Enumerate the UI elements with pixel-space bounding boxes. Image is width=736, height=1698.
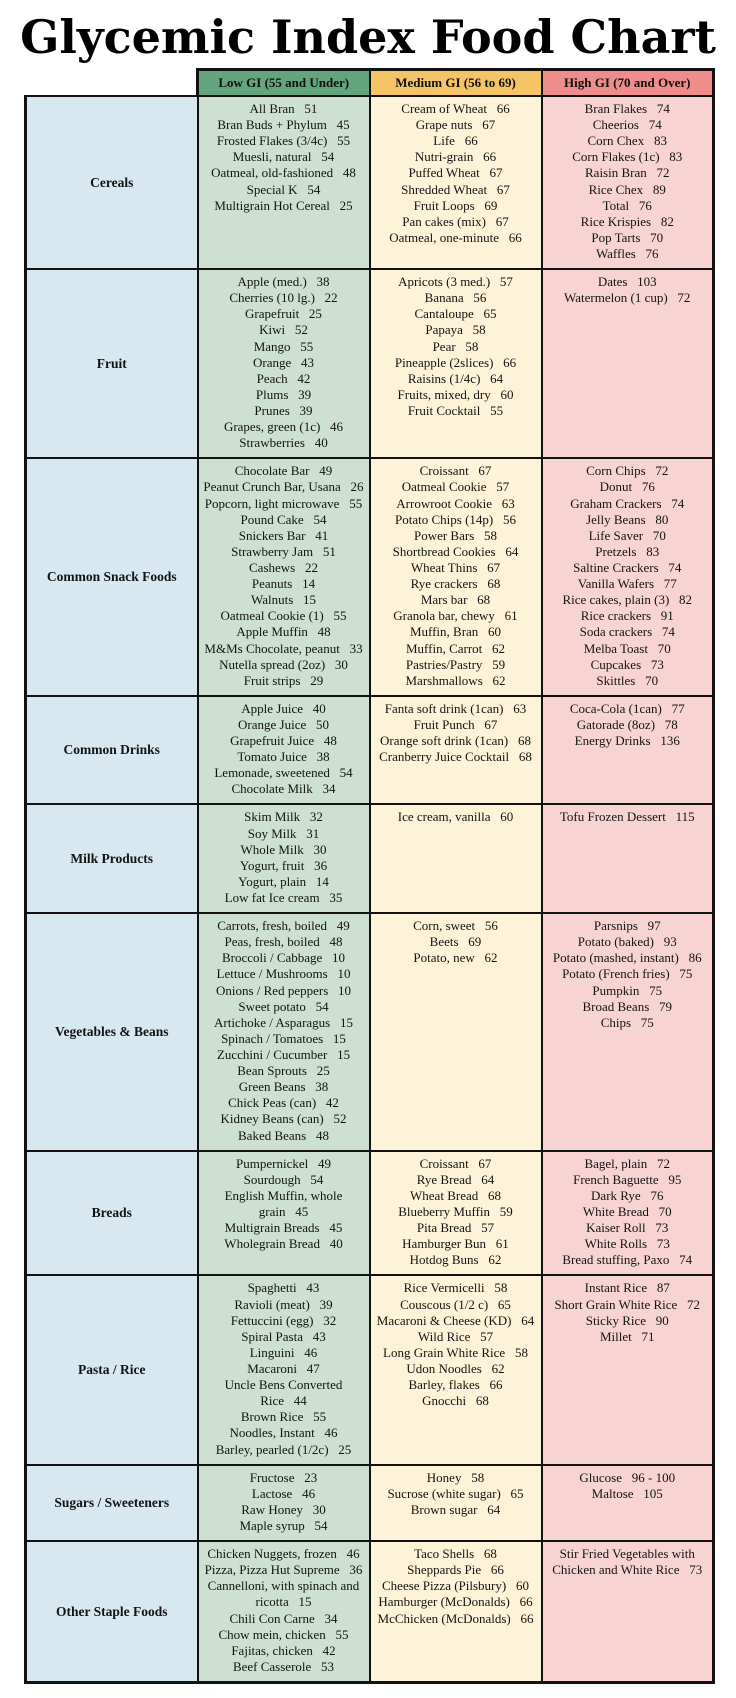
category-cell: Pasta / Rice bbox=[26, 1275, 198, 1464]
food-item: Muesli, natural 54 bbox=[232, 149, 335, 165]
food-item: Pastries/Pastry 59 bbox=[405, 656, 506, 672]
low-gi-cell bbox=[198, 1151, 370, 1276]
food-item: Special K 54 bbox=[246, 181, 321, 197]
food-item: Corn Chips 72 bbox=[586, 463, 669, 479]
food-item: Orange 43 bbox=[252, 354, 314, 370]
food-item: Plums 39 bbox=[255, 386, 312, 402]
high-gi-cell bbox=[542, 269, 714, 458]
food-item: Potato Chips (14p) 56 bbox=[395, 511, 516, 527]
food-item: Pan cakes (mix) 67 bbox=[402, 213, 509, 229]
category-cell: Milk Products bbox=[26, 804, 198, 913]
food-item: Kidney Beans (can) 52 bbox=[220, 1111, 347, 1127]
low-gi-cell bbox=[198, 1465, 370, 1541]
food-item: Cantaloupe 65 bbox=[414, 306, 497, 322]
food-item: Pumpernickel 49 bbox=[236, 1155, 331, 1171]
food-item: Nutella spread (2oz) 30 bbox=[219, 656, 348, 672]
food-item: Lemonade, sweetened 54 bbox=[214, 765, 353, 781]
food-item: Potato (French fries) 75 bbox=[562, 966, 693, 982]
food-item: Honey 58 bbox=[426, 1469, 485, 1485]
food-item: Fruit strips 29 bbox=[243, 672, 324, 688]
food-item: Blueberry Muffin 59 bbox=[398, 1204, 513, 1219]
food-item: Soda crackers 74 bbox=[579, 624, 675, 640]
food-item: Orange soft drink (1can) 68 bbox=[380, 733, 531, 749]
food-item: Power Bars 58 bbox=[413, 527, 498, 543]
food-item: Popcorn, light microwave 55 bbox=[204, 495, 363, 511]
glycemic-index-table bbox=[24, 68, 715, 1684]
food-item: Walnuts 15 bbox=[250, 592, 317, 608]
food-item: Spaghetti 43 bbox=[247, 1280, 320, 1296]
food-table-body bbox=[26, 96, 714, 1682]
high-gi-cell bbox=[542, 804, 714, 913]
food-item: Nutri-grain 66 bbox=[414, 149, 497, 165]
food-item: Brown sugar 64 bbox=[410, 1501, 501, 1517]
food-item: Chips 75 bbox=[600, 1014, 654, 1030]
food-item: Pretzels 83 bbox=[595, 543, 660, 559]
food-item: Wheat Thins 67 bbox=[410, 559, 501, 575]
food-item: Yogurt, plain 14 bbox=[238, 873, 329, 889]
food-item: Wild Rice 57 bbox=[417, 1328, 494, 1344]
low-gi-cell bbox=[198, 458, 370, 696]
food-item: Sheppards Pie 66 bbox=[407, 1562, 504, 1578]
food-item: Pear 58 bbox=[432, 338, 479, 354]
food-item: All Bran 51 bbox=[249, 101, 318, 116]
category-cell: Sugars / Sweeteners bbox=[26, 1465, 198, 1541]
food-item: Tomato Juice 38 bbox=[237, 749, 330, 765]
food-item: French Baguette 95 bbox=[573, 1171, 682, 1187]
category-cell: Common Drinks bbox=[26, 696, 198, 805]
food-item: Muffin, Carrot 62 bbox=[405, 640, 506, 656]
medium-gi-cell bbox=[370, 696, 542, 805]
food-item: Zucchini / Cucumber 15 bbox=[216, 1047, 351, 1063]
food-item: McChicken (McDonalds) 66 bbox=[377, 1610, 534, 1626]
food-item: Pita Bread 57 bbox=[416, 1220, 495, 1236]
food-item: Beets 69 bbox=[429, 934, 482, 950]
food-item: Dark Rye 76 bbox=[591, 1187, 664, 1203]
food-item: Wholegrain Bread 40 bbox=[224, 1236, 343, 1252]
food-item: Taco Shells 68 bbox=[414, 1546, 497, 1562]
low-gi-cell bbox=[198, 804, 370, 913]
high-gi-cell bbox=[542, 96, 714, 269]
food-item: Bread stuffing, Paxo 74 bbox=[562, 1252, 693, 1268]
food-item: Hotdog Buns 62 bbox=[409, 1252, 502, 1268]
food-item: Life 66 bbox=[433, 133, 478, 149]
medium-gi-header: Medium GI (56 to 69) bbox=[370, 70, 542, 97]
food-item: Macaroni 47 bbox=[247, 1360, 320, 1376]
low-gi-cell bbox=[198, 96, 370, 269]
food-item: Energy Drinks 136 bbox=[574, 733, 680, 749]
food-item: Chili Con Carne 34 bbox=[229, 1610, 338, 1626]
table-row bbox=[26, 1151, 714, 1276]
food-item: Rice crackers 91 bbox=[580, 608, 674, 624]
food-item: Linguini 46 bbox=[249, 1344, 318, 1360]
food-item: Instant Rice 87 bbox=[584, 1280, 670, 1296]
food-item: Whole Milk 30 bbox=[240, 841, 327, 857]
food-item: Corn Flakes (1c) 83 bbox=[572, 149, 683, 165]
food-item: Yogurt, fruit 36 bbox=[239, 857, 328, 873]
high-gi-cell bbox=[542, 1275, 714, 1464]
food-item: Maltose 105 bbox=[591, 1485, 663, 1501]
high-gi-cell bbox=[542, 458, 714, 696]
high-gi-cell bbox=[542, 1465, 714, 1541]
header-row bbox=[26, 70, 714, 97]
food-item: Peanuts 14 bbox=[251, 576, 316, 592]
food-item: Lactose 46 bbox=[251, 1485, 316, 1501]
high-gi-cell bbox=[542, 1151, 714, 1276]
food-item: Kiwi 52 bbox=[259, 322, 308, 338]
food-item: Onions / Red peppers 10 bbox=[215, 982, 352, 998]
category-cell: Vegetables & Beans bbox=[26, 913, 198, 1151]
high-gi-header: High GI (70 and Over) bbox=[542, 70, 714, 97]
food-item: Corn Chex 83 bbox=[587, 133, 667, 149]
food-item: Rye Bread 64 bbox=[416, 1171, 495, 1187]
food-item: Kaiser Roll 73 bbox=[586, 1220, 669, 1236]
food-item: Wheat Bread 68 bbox=[410, 1187, 501, 1203]
food-item: Couscous (1/2 c) 65 bbox=[400, 1296, 511, 1312]
food-item: Puffed Wheat 67 bbox=[408, 165, 503, 181]
food-item: Spinach / Tomatoes 15 bbox=[221, 1030, 346, 1046]
low-gi-cell bbox=[198, 913, 370, 1151]
food-item: Hamburger (McDonalds) 66 bbox=[378, 1594, 533, 1610]
high-gi-cell bbox=[542, 913, 714, 1151]
food-item: Peas, fresh, boiled 48 bbox=[224, 934, 343, 950]
food-item: Bran Flakes 74 bbox=[584, 101, 670, 116]
food-item: Fruit Punch 67 bbox=[413, 716, 498, 732]
category-cell: Cereals bbox=[26, 96, 198, 269]
food-item: Pineapple (2slices) 66 bbox=[394, 354, 517, 370]
food-item: Skim Milk 32 bbox=[244, 809, 323, 825]
food-item: Pumpkin 75 bbox=[592, 982, 663, 998]
food-item: Ravioli (meat) 39 bbox=[234, 1296, 333, 1312]
food-item: Cream of Wheat 66 bbox=[401, 101, 510, 116]
food-item: Rice cakes, plain (3) 82 bbox=[562, 592, 693, 608]
food-item: Arrowroot Cookie 63 bbox=[396, 495, 515, 511]
food-item: Coca-Cola (1can) 77 bbox=[569, 700, 685, 716]
food-item: Fanta soft drink (1can) 63 bbox=[384, 700, 527, 716]
food-item: Sticky Rice 90 bbox=[585, 1312, 669, 1328]
category-cell: Fruit bbox=[26, 269, 198, 458]
category-cell: Other Staple Foods bbox=[26, 1541, 198, 1682]
food-item: Graham Crackers 74 bbox=[570, 495, 685, 511]
food-item: Potato (mashed, instant) 86 bbox=[552, 950, 702, 966]
food-item: Lettuce / Mushrooms 10 bbox=[216, 966, 351, 982]
food-item: Ice cream, vanilla 60 bbox=[397, 809, 514, 825]
food-item: Pizza, Pizza Hut Supreme 36 bbox=[204, 1562, 363, 1578]
food-item: Chocolate Milk 34 bbox=[231, 781, 336, 797]
food-item: Shortbread Cookies 64 bbox=[392, 543, 519, 559]
food-item: Rice Vermicelli 58 bbox=[403, 1280, 508, 1296]
food-item: Prunes 39 bbox=[254, 402, 313, 418]
food-item: Raisins (1/4c) 64 bbox=[407, 370, 504, 386]
food-item: Pound Cake 54 bbox=[240, 511, 327, 527]
food-item: Green Beans 38 bbox=[238, 1079, 329, 1095]
food-item: Frosted Flakes (3/4c) 55 bbox=[216, 133, 351, 149]
food-item: Beef Casserole 53 bbox=[232, 1658, 335, 1674]
food-item: Glucose 96 - 100 bbox=[579, 1469, 676, 1485]
food-item: Saltine Crackers 74 bbox=[573, 559, 682, 575]
header-corner-cell bbox=[26, 70, 198, 97]
food-item: Low fat Ice cream 35 bbox=[224, 890, 343, 906]
food-item: Fruit Cocktail 55 bbox=[407, 402, 504, 418]
food-item: Udon Noodles 62 bbox=[406, 1360, 505, 1376]
medium-gi-cell bbox=[370, 1541, 542, 1682]
food-item: Sourdough 54 bbox=[243, 1171, 324, 1187]
food-item: Bean Sprouts 25 bbox=[237, 1063, 330, 1079]
food-item: Potato, new 62 bbox=[413, 950, 498, 966]
food-item: Watermelon (1 cup) 72 bbox=[564, 290, 691, 306]
food-item: Noodles, Instant 46 bbox=[229, 1425, 338, 1441]
food-item: Apricots (3 med.) 57 bbox=[398, 274, 513, 290]
food-item: Hamburger Bun 61 bbox=[402, 1236, 509, 1252]
food-item: Tofu Frozen Dessert 115 bbox=[559, 809, 695, 825]
food-item: Macaroni & Cheese (KD) 64 bbox=[376, 1312, 535, 1328]
food-item: Short Grain White Rice 72 bbox=[554, 1296, 701, 1312]
food-item: Cheese Pizza (Pilsbury) 60 bbox=[382, 1578, 529, 1594]
food-item: Corn, sweet 56 bbox=[413, 918, 498, 934]
food-item: Potato (baked) 93 bbox=[577, 934, 677, 950]
food-item: Orange Juice 50 bbox=[238, 716, 329, 732]
food-item: Chick Peas (can) 42 bbox=[228, 1095, 339, 1111]
food-item: English Muffin, whole grain 45 bbox=[224, 1187, 343, 1219]
food-item: Croissant 67 bbox=[419, 1155, 492, 1171]
food-item: Donut 76 bbox=[599, 479, 655, 495]
table-row bbox=[26, 1275, 714, 1464]
medium-gi-cell bbox=[370, 96, 542, 269]
table-row bbox=[26, 913, 714, 1151]
food-item: Dates 103 bbox=[597, 274, 657, 290]
food-item: M&Ms Chocolate, peanut 33 bbox=[204, 640, 363, 656]
food-item: Apple Juice 40 bbox=[241, 700, 326, 716]
food-item: Sweet potato 54 bbox=[238, 998, 329, 1014]
high-gi-cell bbox=[542, 1541, 714, 1682]
food-item: Multigrain Hot Cereal 25 bbox=[214, 197, 353, 213]
medium-gi-cell bbox=[370, 1275, 542, 1464]
table-row bbox=[26, 96, 714, 269]
table-row bbox=[26, 1465, 714, 1541]
food-item: Stir Fried Vegetables with Chicken and White Rice 73 bbox=[552, 1546, 703, 1578]
food-item: Baked Beans 48 bbox=[238, 1127, 329, 1143]
food-item: Cannelloni, with spinach and ricotta 15 bbox=[207, 1578, 360, 1610]
food-item: Shredded Wheat 67 bbox=[401, 181, 510, 197]
food-item: Carrots, fresh, boiled 49 bbox=[217, 918, 350, 934]
food-item: Gnocchi 68 bbox=[422, 1393, 489, 1409]
food-item: Cashews 22 bbox=[249, 559, 318, 575]
low-gi-cell bbox=[198, 1541, 370, 1682]
food-item: Chocolate Bar 49 bbox=[234, 463, 333, 479]
food-item: Chicken Nuggets, frozen 46 bbox=[207, 1546, 360, 1562]
food-item: Soy Milk 31 bbox=[247, 825, 320, 841]
food-item: Apple (med.) 38 bbox=[237, 274, 330, 290]
low-gi-header: Low GI (55 and Under) bbox=[198, 70, 370, 97]
table-row bbox=[26, 458, 714, 696]
food-item: Cupcakes 73 bbox=[590, 656, 664, 672]
food-item: Total 76 bbox=[602, 197, 652, 213]
food-item: Strawberry Jam 51 bbox=[231, 543, 336, 559]
food-item: Raisin Bran 72 bbox=[585, 165, 670, 181]
food-item: Artichoke / Asparagus 15 bbox=[213, 1014, 353, 1030]
food-item: Grapefruit 25 bbox=[245, 306, 322, 322]
food-item: Oatmeal Cookie 57 bbox=[401, 479, 510, 495]
food-item: Oatmeal, one-minute 66 bbox=[389, 229, 522, 245]
food-item: Pop Tarts 70 bbox=[591, 229, 664, 245]
low-gi-cell bbox=[198, 696, 370, 805]
food-item: Bran Buds + Phylum 45 bbox=[217, 117, 350, 133]
food-item: Broad Beans 79 bbox=[582, 998, 673, 1014]
food-item: Mars bar 68 bbox=[420, 592, 491, 608]
food-item: Gatorade (8oz) 78 bbox=[576, 716, 678, 732]
food-item: Skittles 70 bbox=[596, 672, 659, 688]
food-item: Cherries (10 lg.) 22 bbox=[229, 290, 338, 306]
food-item: Waffles 76 bbox=[595, 245, 659, 261]
food-item: Life Saver 70 bbox=[588, 527, 666, 543]
category-cell: Common Snack Foods bbox=[26, 458, 198, 696]
food-item: Brown Rice 55 bbox=[240, 1409, 327, 1425]
table-row bbox=[26, 696, 714, 805]
food-item: Cranberry Juice Cocktail 68 bbox=[379, 749, 532, 765]
high-gi-cell bbox=[542, 696, 714, 805]
food-item: Papaya 58 bbox=[425, 322, 486, 338]
table-row bbox=[26, 804, 714, 913]
food-item: Rice Krispies 82 bbox=[580, 213, 674, 229]
food-item: Fructose 23 bbox=[249, 1469, 318, 1485]
food-item: Grapes, green (1c) 46 bbox=[223, 419, 344, 435]
medium-gi-cell bbox=[370, 1151, 542, 1276]
food-item: Broccoli / Cabbage 10 bbox=[221, 950, 346, 966]
category-cell: Breads bbox=[26, 1151, 198, 1276]
food-item: Peanut Crunch Bar, Usana 26 bbox=[203, 479, 364, 495]
food-item: Multigrain Breads 45 bbox=[224, 1220, 343, 1236]
low-gi-cell bbox=[198, 269, 370, 458]
low-gi-cell bbox=[198, 1275, 370, 1464]
food-item: Vanilla Wafers 77 bbox=[577, 576, 677, 592]
food-item: White Rolls 73 bbox=[584, 1236, 670, 1252]
food-item: Rice Chex 89 bbox=[588, 181, 666, 197]
food-item: Long Grain White Rice 58 bbox=[383, 1344, 528, 1360]
food-item: Grapefruit Juice 48 bbox=[230, 733, 337, 749]
food-item: Maple syrup 54 bbox=[239, 1517, 328, 1533]
food-item: Uncle Bens Converted Rice 44 bbox=[224, 1377, 343, 1409]
food-item: Fruit Loops 69 bbox=[413, 197, 498, 213]
food-item: Grape nuts 67 bbox=[415, 117, 496, 133]
medium-gi-cell bbox=[370, 913, 542, 1151]
food-item: Fruits, mixed, dry 60 bbox=[397, 386, 514, 402]
medium-gi-cell bbox=[370, 1465, 542, 1541]
food-item: Marshmallows 62 bbox=[405, 672, 506, 688]
food-item: Mango 55 bbox=[253, 338, 314, 354]
food-item: Strawberries 40 bbox=[239, 435, 328, 451]
food-item: Muffin, Bran 60 bbox=[409, 624, 502, 640]
food-item: Apple Muffin 48 bbox=[236, 624, 331, 640]
food-item: Oatmeal Cookie (1) 55 bbox=[220, 608, 347, 624]
food-item: Barley, pearled (1/2c) 25 bbox=[215, 1441, 352, 1457]
food-item: White Bread 70 bbox=[582, 1204, 672, 1219]
food-item: Jelly Beans 80 bbox=[586, 511, 669, 527]
food-item: Croissant 67 bbox=[419, 463, 492, 479]
food-item: Melba Toast 70 bbox=[583, 640, 671, 656]
food-item: Parsnips 97 bbox=[593, 918, 661, 934]
medium-gi-cell bbox=[370, 269, 542, 458]
page-title: Glycemic Index Food Chart bbox=[20, 10, 716, 64]
food-item: Millet 71 bbox=[599, 1328, 655, 1344]
food-item: Peach 42 bbox=[256, 370, 311, 386]
food-item: Fajitas, chicken 42 bbox=[231, 1642, 336, 1658]
food-item: Fettuccini (egg) 32 bbox=[230, 1312, 337, 1328]
table-row bbox=[26, 269, 714, 458]
food-item: Oatmeal, old-fashioned 48 bbox=[211, 165, 356, 181]
food-item: Spiral Pasta 43 bbox=[241, 1328, 326, 1344]
food-item: Bagel, plain 72 bbox=[584, 1155, 671, 1171]
food-item: Barley, flakes 66 bbox=[408, 1377, 503, 1393]
food-item: Chow mein, chicken 55 bbox=[218, 1626, 349, 1642]
food-item: Banana 56 bbox=[424, 290, 487, 306]
table-header bbox=[26, 70, 714, 97]
food-item: Rye crackers 68 bbox=[410, 576, 501, 592]
food-item: Sucrose (white sugar) 65 bbox=[387, 1485, 524, 1501]
food-item: Granola bar, chewy 61 bbox=[393, 608, 518, 624]
food-item: Snickers Bar 41 bbox=[238, 527, 329, 543]
medium-gi-cell bbox=[370, 804, 542, 913]
table-row bbox=[26, 1541, 714, 1682]
medium-gi-cell bbox=[370, 458, 542, 696]
food-item: Raw Honey 30 bbox=[241, 1501, 326, 1517]
food-item: Cheerios 74 bbox=[592, 117, 662, 133]
